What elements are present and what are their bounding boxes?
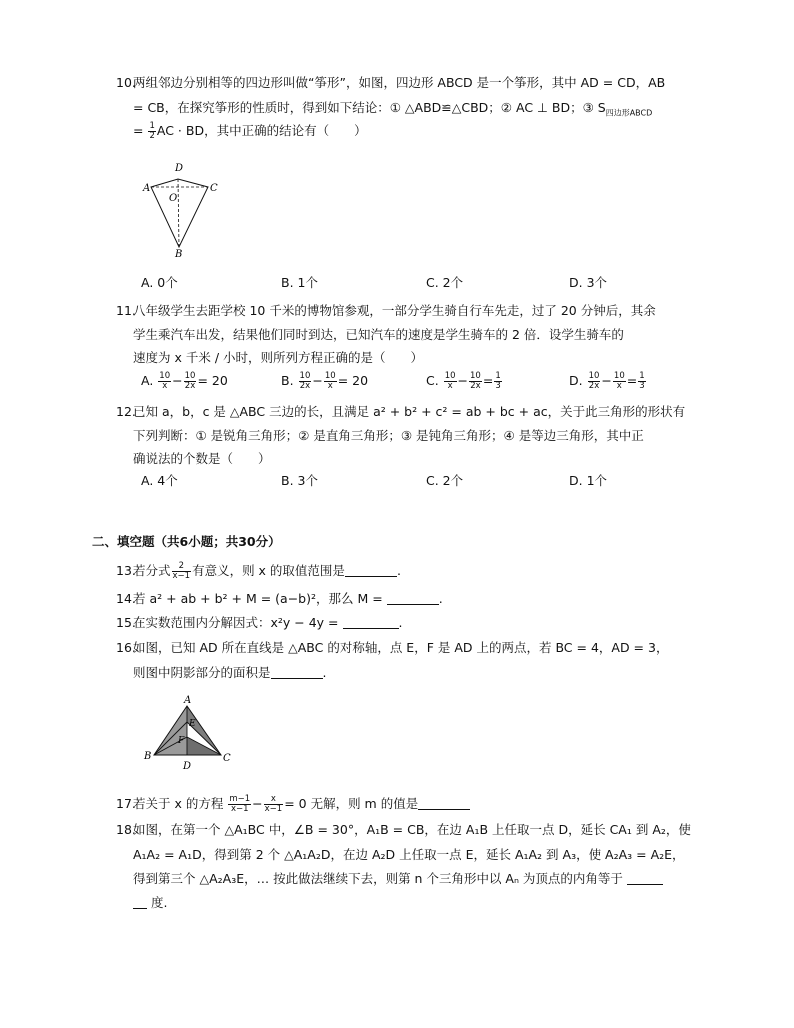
q11-line2: 学生乘汽车出发，结果他们同时到达，已知汽车的速度是学生骑车的 2 倍．设学生骑车的: [133, 327, 624, 342]
kite-label-a: A: [143, 183, 151, 194]
q17-text: 若关于 x 的方程 $\frac{m-1}{x-1}$ − $\frac{x}{x-1}$ = 0 无解，则 m 的值是: [133, 795, 470, 814]
q12-line1: 已知 a，b，c 是 △ABC 三边的长，且满足 a² + b² + c² = ab + bc + ac，关于此三角形的形状有: [133, 404, 686, 419]
q10-equals: =: [133, 123, 144, 138]
q10-area-subscript: 四边形ABCD: [605, 108, 653, 118]
q15-answer-blank[interactable]: [343, 616, 399, 629]
q11-number: 11.: [116, 303, 136, 318]
kite-label-d: D: [175, 163, 184, 174]
q14-text: 若 a² + ab + b² + M = (a−b)²，那么 M = .: [133, 591, 443, 606]
kite-diagonal-bd: [178, 179, 179, 247]
q16-line2: 则图中阴影部分的面积是 .: [133, 665, 327, 680]
tri-label-c: C: [223, 753, 231, 764]
q17-answer-blank[interactable]: [418, 797, 470, 810]
q18-line3: 得到第三个 △A₂A₃E，… 按此做法继续下去，则第 n 个三角形中以 Aₙ 为顶点的内角等于: [133, 870, 663, 888]
q16-answer-blank[interactable]: [271, 666, 323, 679]
q11-option-a[interactable]: A. $\frac{10}{x}$ − $\frac{10}{2x}$ = 20: [141, 371, 228, 391]
q10-number: 10.: [116, 75, 136, 90]
q16-line1: 如图，已知 AD 所在直线是 △ABC 的对称轴，点 E，F 是 AD 上的两点，若 BC = 4，AD = 3，: [133, 640, 669, 655]
q12-option-d[interactable]: D. 1个: [569, 473, 608, 488]
q12-option-c[interactable]: C. 2个: [426, 473, 464, 488]
q10-line2: [133, 99, 652, 123]
q12-option-b[interactable]: B. 3个: [281, 473, 318, 488]
tri-label-e: E: [189, 719, 196, 729]
q18-line2: A₁A₂ = A₁D，得到第 2 个 △A₁A₂D，在边 A₂D 上任取一点 E，延长 A₁A₂ 到 A₃，使 A₂A₃ = A₂E，: [133, 847, 685, 862]
q17-fraction-2: $\frac{x}{x-1}$: [264, 794, 283, 814]
q15-number: 15.: [116, 615, 136, 630]
q10-option-d[interactable]: D. 3个: [569, 275, 608, 290]
q11-option-d[interactable]: D. $\frac{10}{2x}$ − $\frac{10}{x}$ = $\frac{1}{3}$: [569, 371, 645, 391]
q18-line4: 度.: [133, 894, 167, 912]
kite-label-b: B: [175, 249, 183, 258]
q17-fraction-1: $\frac{m-1}{x-1}$: [229, 794, 251, 814]
section-2-heading: 二、填空题（共6小题；共30分）: [92, 534, 281, 549]
q13-answer-blank[interactable]: [345, 564, 397, 577]
q15-text: 在实数范围内分解因式：x²y − 4y = .: [133, 615, 403, 630]
q12-number: 12.: [116, 404, 136, 419]
tri-label-d: D: [183, 761, 192, 772]
q10-line3-text: AC · BD，其中正确的结论有（ ）: [156, 123, 367, 138]
q10-line2-text: = CB，在探究筝形的性质时，得到如下结论：① △ABD≌△CBD；② AC ⊥ BD；③ S: [133, 100, 606, 115]
q14-answer-blank[interactable]: [387, 592, 439, 605]
kite-label-c: C: [210, 183, 218, 194]
q11-line1: 八年级学生去距学校 10 千米的博物馆参观，一部分学生骑自行车先走，过了 20 分钟后，其余: [133, 303, 656, 318]
q14-number: 14.: [116, 591, 136, 606]
tri-label-f: F: [178, 736, 185, 746]
q11-option-b[interactable]: B. $\frac{10}{2x}$ − $\frac{10}{x}$ = 20: [281, 371, 369, 391]
kite-outline: [151, 179, 208, 247]
q16-number: 16.: [116, 640, 136, 655]
q18-line1: 如图，在第一个 △A₁BC 中，∠B = 30°，A₁B = CB，在边 A₁B 上任取一点 D，延长 CA₁ 到 A₂，使: [133, 822, 691, 837]
q11-line3: 速度为 x 千米 / 小时，则所列方程正确的是（ ）: [133, 350, 424, 365]
q16-triangle-figure: [140, 692, 240, 772]
q12-line3: 确说法的个数是（ ）: [133, 451, 271, 466]
tri-label-b: B: [144, 751, 152, 762]
q18-answer-blank[interactable]: [627, 872, 663, 885]
q13-number: 13.: [116, 563, 136, 578]
q13-text: 若分式 $\frac{2}{x-1}$ 有意义，则 x 的取值范围是 .: [133, 561, 401, 581]
kite-label-o: O: [169, 193, 178, 204]
q17-number: 17.: [116, 796, 136, 811]
q10-line1: 两组邻边分别相等的四边形叫做“筝形”，如图，四边形 ABCD 是一个筝形，其中 AD = CD，AB: [133, 75, 666, 90]
q18-number: 18.: [116, 822, 136, 837]
q10-option-a[interactable]: A. 0个: [141, 275, 178, 290]
q18-answer-blank-cont: [133, 896, 147, 909]
q11-option-c[interactable]: C. $\frac{10}{x}$ − $\frac{10}{2x}$ = $\frac{1}{3}$: [426, 371, 501, 391]
tri-label-a: A: [184, 695, 192, 706]
q10-option-b[interactable]: B. 1个: [281, 275, 318, 290]
q10-line3: [133, 122, 367, 141]
q10-kite-figure: [140, 158, 220, 258]
q12-option-a[interactable]: A. 4个: [141, 473, 178, 488]
q10-half-fraction: $\frac{1}{2}$: [149, 121, 155, 141]
q13-fraction: $\frac{2}{x-1}$: [172, 561, 191, 581]
q12-line2: 下列判断：① 是锐角三角形；② 是直角三角形；③ 是钝角三角形；④ 是等边三角形，其中正: [133, 428, 644, 443]
q10-option-c[interactable]: C. 2个: [426, 275, 464, 290]
